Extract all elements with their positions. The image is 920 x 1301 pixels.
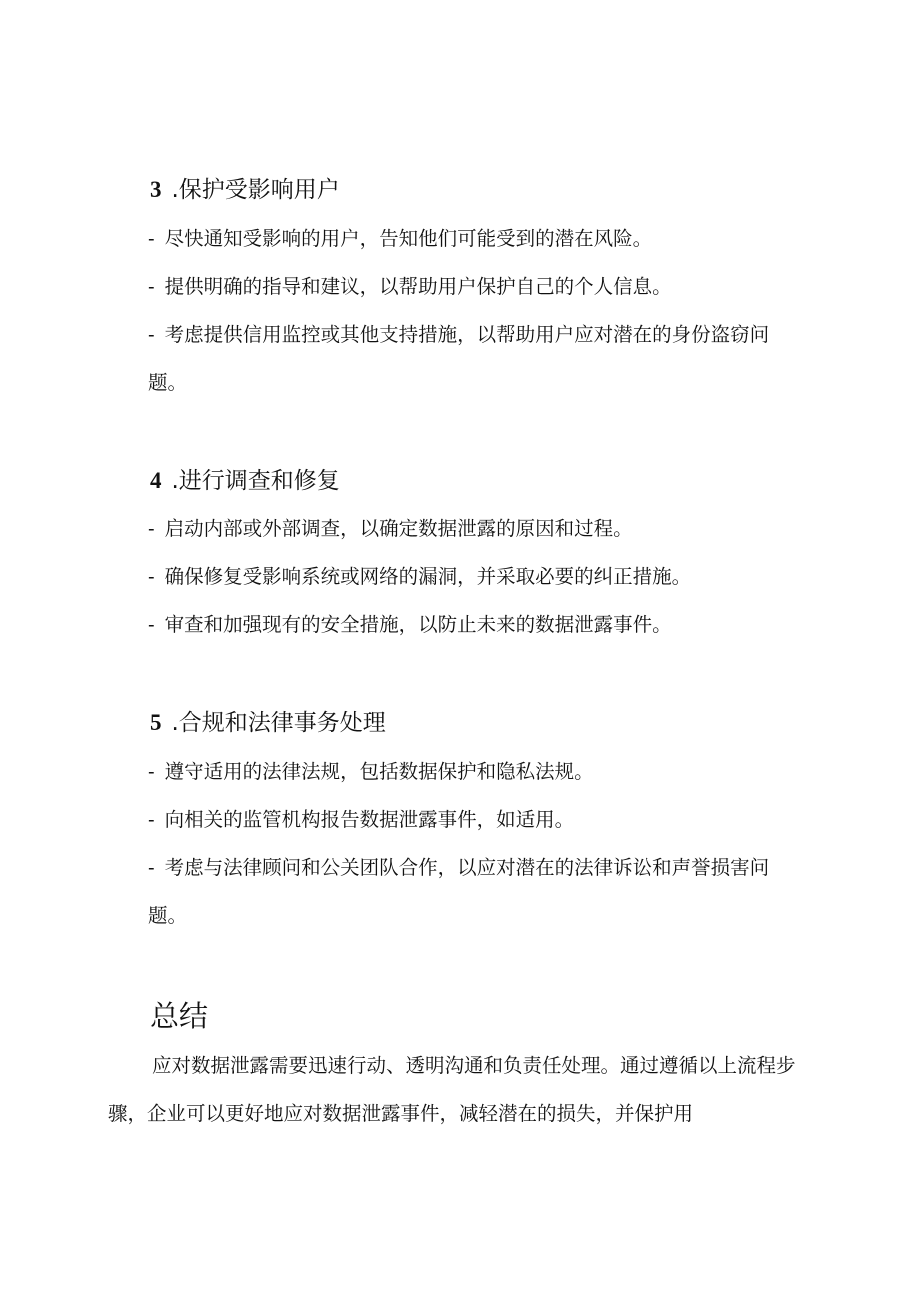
- list-item: [148, 748, 808, 796]
- list-item-text: 确保修复受影响系统或网络的漏洞，并采取必要的纠正措施。: [164, 565, 692, 588]
- dash-marker: -: [148, 227, 155, 250]
- dash-marker: -: [148, 856, 155, 879]
- list-item: [148, 844, 808, 940]
- section-heading-3: [150, 176, 340, 204]
- list-item-text: 提供明确的指导和建议，以帮助用户保护自己的个人信息。: [164, 275, 672, 298]
- section-title: .保护受影响用户: [171, 177, 340, 203]
- list-item: [148, 796, 808, 844]
- dash-marker: -: [148, 275, 155, 298]
- list-item-text: 考虑与法律顾问和公关团队合作，以应对潜在的法律诉讼和声誉损害问题。: [148, 856, 770, 927]
- summary-heading: 总结: [150, 999, 209, 1033]
- section-heading-5: [150, 709, 386, 737]
- list-item-text: 考虑提供信用监控或其他支持措施，以帮助用户应对潜在的身份盗窃问题。: [148, 323, 770, 394]
- dash-marker: -: [148, 323, 155, 346]
- section-number: 5: [150, 710, 162, 735]
- list-item: [148, 311, 808, 407]
- section-number: 4: [150, 468, 162, 493]
- list-item: [148, 553, 808, 601]
- list-item-text: 尽快通知受影响的用户，告知他们可能受到的潜在风险。: [164, 227, 653, 250]
- section-heading-4: [150, 467, 340, 495]
- list-item: [148, 215, 808, 263]
- dash-marker: -: [148, 565, 155, 588]
- list-item-text: 遵守适用的法律法规，包括数据保护和隐私法规。: [164, 760, 594, 783]
- list-item-text: 向相关的监管机构报告数据泄露事件，如适用。: [164, 808, 575, 831]
- list-item: [148, 505, 808, 553]
- list-item: [148, 601, 808, 649]
- list-item: [148, 263, 808, 311]
- dash-marker: -: [148, 808, 155, 831]
- summary-paragraph: 应对数据泄露需要迅速行动、透明沟通和负责任处理。通过遵循以上流程步骤，企业可以更好地应对数据泄露事件，减轻潜在的损失，并保护用: [108, 1054, 796, 1125]
- list-item-text: 审查和加强现有的安全措施，以防止未来的数据泄露事件。: [164, 613, 672, 636]
- section-number: 3: [150, 177, 162, 202]
- section-title: .合规和法律事务处理: [171, 710, 386, 736]
- section-title: .进行调查和修复: [171, 468, 340, 494]
- dash-marker: -: [148, 760, 155, 783]
- dash-marker: -: [148, 613, 155, 636]
- list-item-text: 启动内部或外部调查，以确定数据泄露的原因和过程。: [164, 517, 633, 540]
- dash-marker: -: [148, 517, 155, 540]
